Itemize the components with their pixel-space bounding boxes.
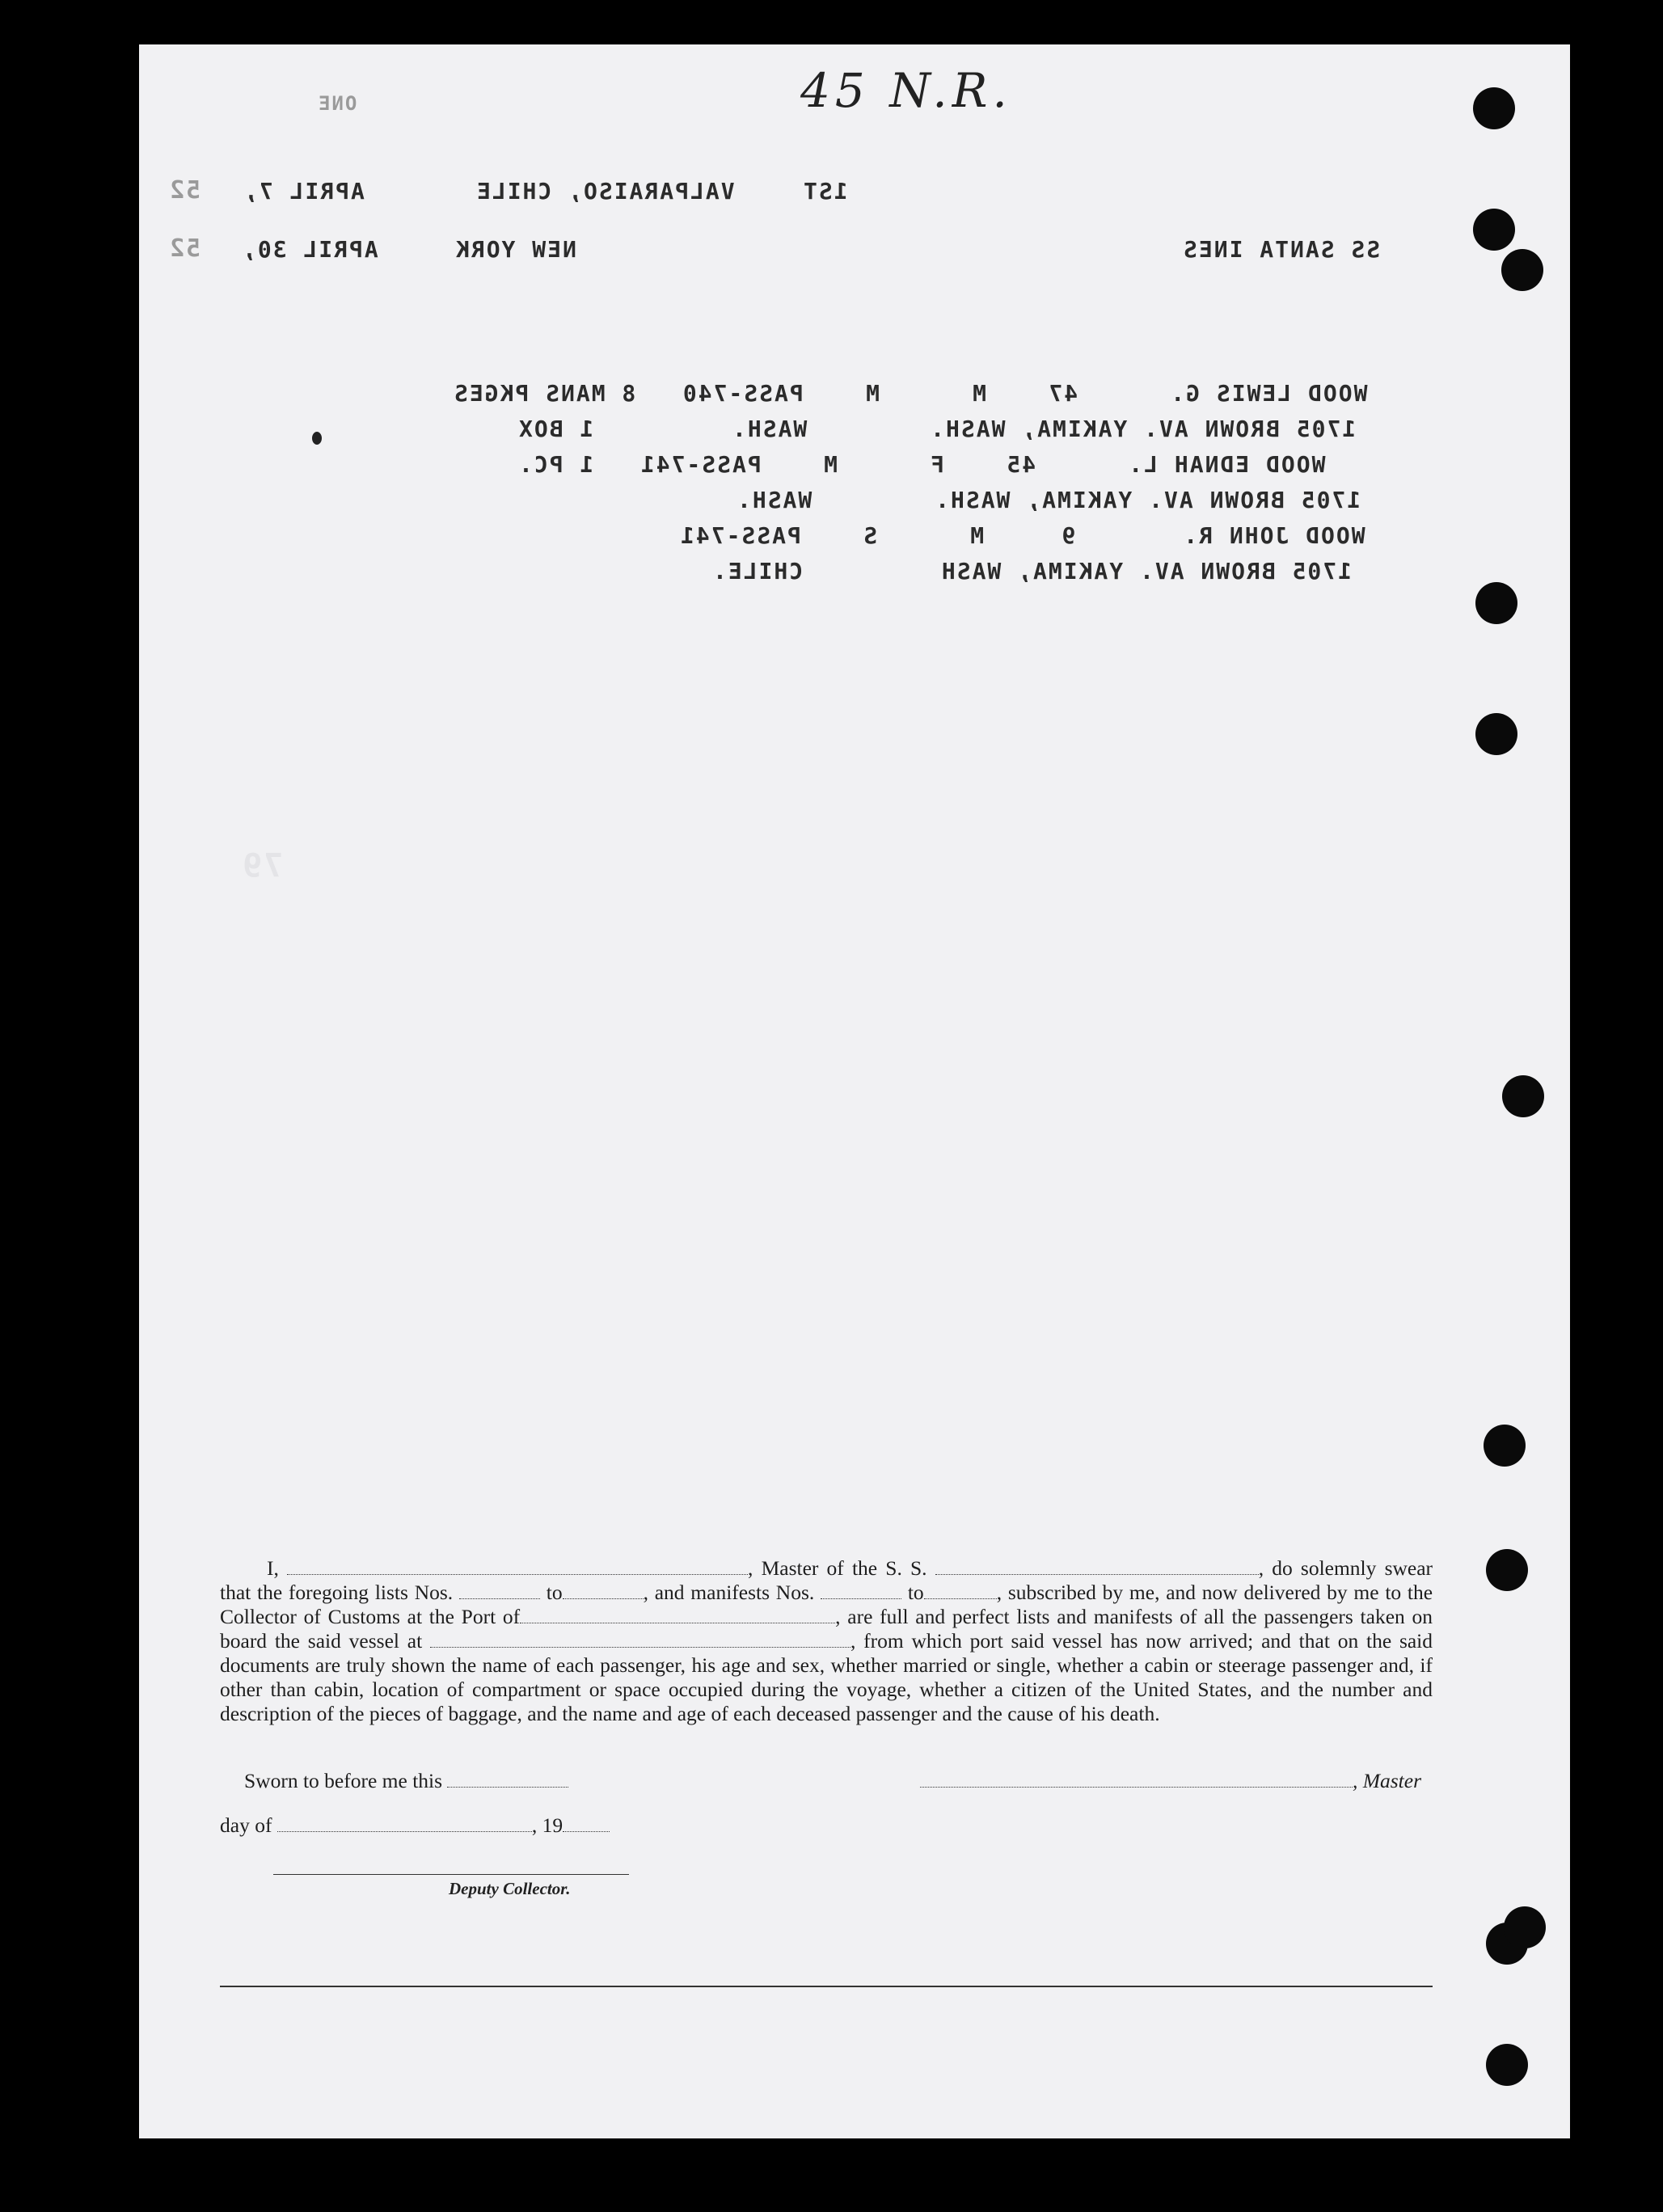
oath-text: to <box>546 1581 563 1604</box>
list-from-field[interactable] <box>459 1584 540 1599</box>
master-signature-row <box>920 1769 1421 1793</box>
oath-text: delivered by me to the Collector of Customs at the Port of <box>220 1581 1433 1628</box>
passenger-line: WOOD LEWIS G. 47 M M PASS-740 8 MANS PKGES <box>453 380 1368 407</box>
master-signature-field[interactable] <box>920 1772 1353 1788</box>
deputy-collector-label: Deputy Collector. <box>449 1879 571 1898</box>
departure-date-mirrored: APRIL 7, <box>243 178 365 205</box>
oath-text: I, <box>267 1556 279 1580</box>
punch-hole <box>1475 713 1517 755</box>
handwritten-reference: 45 N.R. <box>800 63 1012 118</box>
arrival-date-mirrored: APRIL 30, <box>241 236 378 263</box>
passenger-address-line: 1705 BROWN AV. YAKIMA, WASH. WASH. 1 BOX <box>517 416 1357 442</box>
sworn-label <box>244 1769 568 1793</box>
manifest-to-field[interactable] <box>924 1584 997 1599</box>
oath-paragraph <box>220 1556 1433 1726</box>
sworn-text: Sworn to before me this <box>244 1769 443 1792</box>
oath-text: , from which <box>850 1629 962 1653</box>
departure-year-mirrored: 52 <box>168 176 201 205</box>
master-name-field[interactable] <box>287 1560 748 1575</box>
punch-hole <box>1502 1075 1544 1117</box>
embark-port-field[interactable] <box>430 1632 850 1648</box>
oath-text: , subscribed by me, and now <box>996 1581 1238 1604</box>
oath-text: manifests of all the passengers taken on board the said vessel at <box>220 1605 1433 1653</box>
punch-hole <box>1473 87 1515 129</box>
passenger-line: WOOD EDNAH L. 45 F M PASS-741 1 PC. <box>517 451 1326 478</box>
bottom-rule <box>220 1986 1433 1987</box>
punch-hole <box>1486 1549 1528 1591</box>
punch-hole <box>1501 249 1543 291</box>
punch-hole <box>1504 1906 1546 1948</box>
arrival-year-mirrored: 52 <box>168 234 201 263</box>
oath-text: , are full and perfect lists and <box>835 1605 1087 1628</box>
arrival-port-mirrored: NEW YORK <box>454 236 576 263</box>
oath-text: swear that the foregoing lists Nos. <box>220 1556 1433 1604</box>
sworn-day-field[interactable] <box>447 1772 568 1788</box>
day-of-row <box>220 1813 610 1838</box>
passenger-line: WOOD JOHN R. 9 M S PASS-741 <box>679 522 1365 549</box>
oath-text: , and manifests Nos. <box>643 1581 815 1604</box>
oath-text: , Master of the S. S. <box>748 1556 927 1580</box>
deputy-signature-line[interactable] <box>273 1874 629 1875</box>
faint-page-mark: 79 <box>241 847 284 884</box>
ship-name-mirrored: SS SANTA INES <box>1182 236 1381 263</box>
ink-speck <box>312 432 322 445</box>
list-number-mirrored: 1ST <box>802 178 848 205</box>
day-of-label: day of <box>220 1813 272 1837</box>
punch-hole <box>1475 582 1517 624</box>
list-word-mirrored: ONE <box>317 92 357 115</box>
punch-hole <box>1486 2044 1528 2086</box>
year-prefix: , 19 <box>531 1813 563 1837</box>
punch-hole <box>1484 1425 1526 1467</box>
punch-hole <box>1473 209 1515 251</box>
month-field[interactable] <box>277 1817 532 1832</box>
oath-text: port said vessel has now arrived; and that on the said documents are truly shown the name of each passenger, his age and sex, whether married or single, whether a cabin or steerage passenger and, if other than cabin, location of compartment or space occupied during the voyage, whether a citizen of the United States, and the number and description of the pieces of baggage, and the name and age of each deceased passenger and the cause of his death. <box>220 1629 1433 1725</box>
oath-text: to <box>907 1581 924 1604</box>
passenger-address-line: 1705 BROWN AV. YAKIMA, WASH CHILE. <box>711 558 1353 585</box>
oath-text: , do solemnly <box>1258 1556 1377 1580</box>
departure-port-mirrored: VALPARAISO, CHILE <box>475 178 735 205</box>
ship-name-field[interactable] <box>935 1560 1259 1575</box>
manifest-from-field[interactable] <box>821 1584 901 1599</box>
list-to-field[interactable] <box>563 1584 644 1599</box>
port-field[interactable] <box>520 1608 835 1623</box>
passenger-address-line: 1705 BROWN AV. YAKIMA, WASH. WASH. <box>736 487 1361 513</box>
master-label: , Master <box>1353 1769 1421 1792</box>
year-field[interactable] <box>563 1817 610 1832</box>
